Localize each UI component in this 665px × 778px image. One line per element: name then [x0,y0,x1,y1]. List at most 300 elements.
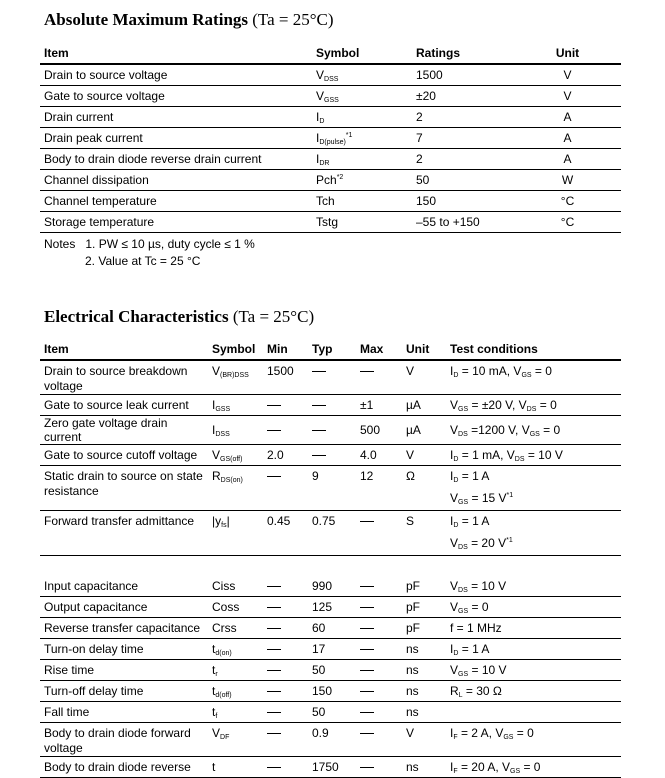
item-cell: Drain current [40,107,312,128]
table-row [40,128,621,149]
condition-cell [446,681,621,702]
min-cell [263,639,308,660]
unit-cell: ns [402,702,446,723]
min-cell: 1500 [263,360,308,395]
item-cell: Input capacitance [40,576,208,597]
symbol-cell [208,757,263,778]
symbol-text: t [212,760,216,774]
min-cell [263,702,308,723]
condition-subscript: L [458,691,463,699]
dash-mark [360,767,374,768]
dash-mark [360,733,374,734]
unit-cell: ns [402,757,446,778]
min-cell [263,681,308,702]
symbol-subscript: fs [221,522,227,529]
table-row [40,618,621,639]
item-cell: Fall time [40,702,208,723]
condition-line [450,514,617,533]
symbol-cell [312,128,412,149]
table-row [40,360,621,395]
symbol-cell [208,702,263,723]
table-row [40,757,621,778]
abs-max-title: Absolute Maximum Ratings (Ta = 25°C) [44,10,334,29]
max-cell: 4.0 [356,445,402,466]
symbol-subscript: DSS [324,75,339,83]
symbol-text: t [212,662,216,677]
typ-cell: 125 [308,597,356,618]
note-2: 2. Value at Tc = 25 °C [85,254,201,268]
symbol-cell [312,86,412,107]
condition-cell [446,576,621,597]
condition-text: = 0 [468,599,489,614]
symbol-cell [208,466,263,511]
unit-cell: °C [514,191,621,212]
item-cell: Turn-off delay time [40,681,208,702]
min-cell [263,597,308,618]
table-row [40,149,621,170]
condition-text: = 1 A [458,469,490,483]
dash-mark [267,430,281,431]
min-cell [263,395,308,416]
item-cell: Rise time [40,660,208,681]
elec-char-body [40,360,621,778]
condition-text: = ±20 V, V [468,397,527,412]
symbol-subscript: DSS [215,430,230,438]
symbol-subscript: d(off) [215,691,232,699]
max-cell: 500 [356,416,402,445]
dash-mark [312,455,326,456]
item-cell: Drain to source voltage [40,64,312,86]
condition-subscript-2: GS [503,734,514,741]
symbol-text: I [212,397,216,412]
condition-cell [446,395,621,416]
condition-text-2: = 10 V [524,447,563,462]
condition-line [450,448,617,463]
typ-cell: 9 [308,466,356,511]
symbol-subscript: d(on) [215,649,232,657]
condition-text: = 10 V [467,578,507,593]
condition-subscript: D [453,522,459,529]
table-row [40,170,621,191]
max-cell [356,723,402,757]
item-cell: Forward transfer admittance [40,511,208,556]
condition-subscript: GS [458,499,469,506]
condition-note-ref: *1 [506,492,514,499]
table-row [40,597,621,618]
condition-subscript-2: DS [514,455,525,463]
symbol-note-ref: *2 [336,174,344,181]
unit-cell: V [514,64,621,86]
min-cell [263,416,308,445]
symbol-text: V [212,364,221,378]
condition-line [450,663,617,678]
condition-symbol: V [450,491,459,505]
dash-mark [360,670,374,671]
dash-mark [360,712,374,713]
condition-symbol: I [450,364,454,378]
condition-subscript: D [453,649,459,657]
condition-line [450,621,617,635]
notes [44,236,255,270]
symbol-cell [208,416,263,445]
dash-mark [267,712,281,713]
unit-cell: A [514,107,621,128]
condition-symbol: I [450,759,454,774]
condition-subscript: GS [458,405,469,413]
symbol-text: Crss [212,621,237,635]
min-cell [263,618,308,639]
dash-mark [267,691,281,692]
item-cell: Gate to source leak current [40,395,208,416]
min-cell: 2.0 [263,445,308,466]
symbol-cell [208,723,263,757]
min-cell [263,660,308,681]
symbol-cell [312,170,412,191]
symbol-text: I [212,422,216,437]
condition-subscript: D [453,477,459,484]
condition-cell [446,416,621,445]
condition-text: = 20 A, V [457,759,510,774]
header-unit: Unit [514,42,621,64]
max-cell [356,618,402,639]
table-row [40,191,621,212]
condition-subscript: GS [458,670,469,678]
condition-symbol: V [450,397,459,412]
condition-line [450,726,617,745]
condition-subscript: DS [458,544,468,551]
rating-cell: 1500 [412,64,514,86]
dash-mark [360,628,374,629]
dash-mark [312,371,326,372]
unit-cell: °C [514,212,621,233]
header-item: Item [40,42,312,64]
min-cell [263,723,308,757]
symbol-text: Coss [212,600,240,614]
symbol-cell [208,445,263,466]
table-row [40,86,621,107]
elec-char-condition: (Ta = 25°C) [232,307,315,326]
dash-mark [267,628,281,629]
abs-max-condition: (Ta = 25°C) [252,10,334,29]
table-row [40,395,621,416]
symbol-text: Ciss [212,579,236,593]
max-cell [356,660,402,681]
dash-mark [360,371,374,372]
symbol-text: V [316,67,325,82]
item-cell: Gate to source voltage [40,86,312,107]
table-row [40,511,621,556]
unit-cell: pF [402,597,446,618]
item-cell: Body to drain diode forward voltage [40,723,208,757]
table-row [40,445,621,466]
elec-char-title: Electrical Characteristics (Ta = 25°C) [44,307,315,326]
symbol-subscript: GSS [324,96,339,104]
typ-cell: 60 [308,618,356,639]
condition-note-ref: *1 [506,537,513,544]
item-cell: Body to drain diode reverse drain current [40,149,312,170]
rating-cell: 7 [412,128,514,149]
typ-cell: 17 [308,639,356,660]
condition-subscript: GS [458,607,469,615]
symbol-text: Tstg [316,215,339,229]
max-cell [356,511,402,556]
symbol-text-end: | [226,514,230,528]
unit-cell: A [514,128,621,149]
condition-text: = 1 A [458,514,490,528]
typ-cell: 990 [308,576,356,597]
item-cell: Channel temperature [40,191,312,212]
header-symbol: Symbol [312,42,412,64]
condition-text-2: = 0 [520,759,541,774]
condition-line [450,533,617,555]
table-header-row [40,42,621,64]
condition-symbol: I [450,469,454,483]
abs-max-body [40,64,621,233]
symbol-subscript: D [319,117,325,125]
condition-text: = 10 V [468,662,507,677]
max-cell [356,757,402,778]
typ-cell: 1750 [308,757,356,778]
header-typ: Typ [308,338,356,360]
symbol-cell [312,191,412,212]
symbol-subscript: GS(off) [220,455,243,463]
symbol-subscript: DR [319,159,330,167]
abs-max-table [40,42,621,233]
condition-text-2: = 0 [539,422,561,437]
max-cell [356,639,402,660]
rating-cell: 2 [412,149,514,170]
min-cell [263,466,308,511]
unit-cell: A [514,149,621,170]
symbol-text: t [212,641,216,656]
item-cell: Drain to source breakdown voltage [40,360,208,395]
unit-cell: V [402,723,446,757]
condition-cell [446,445,621,466]
max-cell: 12 [356,466,402,511]
table-row [40,416,621,445]
unit-cell: µA [402,416,446,445]
symbol-subscript: DS(on) [220,477,243,484]
symbol-cell [208,511,263,556]
rating-cell: 50 [412,170,514,191]
condition-text: =1200 V, V [467,422,530,437]
condition-symbol: I [450,447,454,462]
condition-text: = 1 mA, V [458,447,515,462]
symbol-text: t [212,683,216,698]
condition-line [450,579,617,594]
condition-line [450,364,617,383]
unit-cell: ns [402,660,446,681]
dash-mark [312,405,326,406]
rating-cell: –55 to +150 [412,212,514,233]
dash-mark [360,691,374,692]
unit-cell: ns [402,639,446,660]
min-cell [263,576,308,597]
item-cell: Gate to source cutoff voltage [40,445,208,466]
condition-line [450,642,617,657]
dash-mark [360,586,374,587]
symbol-text: R [212,469,221,483]
condition-line [450,488,617,510]
elec-char-table [40,338,621,778]
min-cell [263,757,308,778]
condition-symbol: V [450,578,459,593]
header-min: Min [263,338,308,360]
condition-subscript: DS [458,586,468,594]
unit-cell: Ω [402,466,446,511]
condition-text: = 30 Ω [462,683,502,698]
symbol-cell [208,681,263,702]
typ-cell: 0.75 [308,511,356,556]
condition-cell [446,723,621,757]
symbol-cell [208,660,263,681]
notes-label: Notes [44,237,76,251]
symbol-subscript: f [215,712,218,720]
symbol-cell [208,618,263,639]
unit-cell: W [514,170,621,191]
dash-mark [360,521,374,522]
condition-text-2: = 0 [536,397,557,412]
condition-symbol: V [450,422,459,437]
table-row [40,466,621,511]
header-test-conditions: Test conditions [446,338,621,360]
condition-line [450,684,617,699]
unit-cell: pF [402,576,446,597]
dash-mark [360,607,374,608]
condition-subscript-2: GS [529,430,540,438]
symbol-text: V [212,447,221,462]
condition-cell [446,466,621,511]
symbol-text: Pch [316,173,337,187]
dash-mark [267,405,281,406]
dash-mark [360,649,374,650]
unit-cell: ns [402,681,446,702]
note-1: 1. PW ≤ 10 µs, duty cycle ≤ 1 % [85,237,255,251]
row-gap [40,556,621,577]
item-cell: Drain peak current [40,128,312,149]
condition-text: = 15 V [468,491,507,505]
max-cell [356,681,402,702]
condition-line [450,760,617,775]
symbol-cell [208,597,263,618]
symbol-subscript: (BR)DSS [220,372,249,379]
header-max: Max [356,338,402,360]
symbol-text: Tch [316,194,335,208]
symbol-subscript: D(pulse) [319,138,346,146]
condition-line [450,600,617,615]
typ-cell: 50 [308,702,356,723]
symbol-cell [312,149,412,170]
unit-cell: pF [402,618,446,639]
dash-mark [312,430,326,431]
symbol-cell [208,576,263,597]
item-cell: Reverse transfer capacitance [40,618,208,639]
condition-text: = 20 V [467,536,507,550]
dash-mark [267,476,281,477]
unit-cell: V [514,86,621,107]
condition-symbol: I [450,726,454,740]
symbol-subscript: r [215,670,218,678]
symbol-note-ref: *1 [345,131,353,139]
condition-text-2: = 0 [513,726,534,740]
condition-symbol: V [450,536,459,550]
item-cell: Channel dissipation [40,170,312,191]
symbol-text: V [316,88,325,103]
table-row [40,576,621,597]
dash-mark [267,607,281,608]
condition-symbol: V [450,599,459,614]
condition-line [450,398,617,413]
symbol-text: t [212,704,216,719]
table-row [40,639,621,660]
header-item: Item [40,338,208,360]
symbol-subscript: GSS [215,405,231,413]
dash-mark [267,733,281,734]
max-cell [356,576,402,597]
rating-cell: ±20 [412,86,514,107]
condition-subscript: DS [458,430,468,438]
condition-text: = 1 A [458,641,490,656]
condition-subscript-2: DS [526,405,537,413]
typ-cell [308,445,356,466]
symbol-cell [312,64,412,86]
symbol-text: |y [212,514,222,528]
symbol-cell [208,360,263,395]
max-cell [356,360,402,395]
condition-subscript: D [453,372,459,379]
min-cell: 0.45 [263,511,308,556]
typ-cell [308,395,356,416]
symbol-cell [208,395,263,416]
condition-cell [446,618,621,639]
item-cell: Turn-on delay time [40,639,208,660]
typ-cell [308,416,356,445]
item-cell: Output capacitance [40,597,208,618]
symbol-cell [312,107,412,128]
typ-cell: 50 [308,660,356,681]
gap-cell [40,556,621,577]
header-symbol: Symbol [208,338,263,360]
condition-symbol: V [450,662,459,677]
condition-text: = 10 mA, V [458,364,522,378]
item-cell: Zero gate voltage drain current [40,416,208,445]
symbol-subscript: DF [220,734,230,741]
table-row [40,681,621,702]
dash-mark [267,586,281,587]
table-row [40,660,621,681]
table-row [40,107,621,128]
condition-symbol: I [450,514,454,528]
condition-text-2: = 0 [531,364,552,378]
dash-mark [267,649,281,650]
typ-cell [308,360,356,395]
table-header-row [40,338,621,360]
unit-cell: V [402,360,446,395]
condition-symbol: I [450,641,454,656]
condition-subscript-2: GS [510,767,521,775]
table-row [40,723,621,757]
rating-cell: 150 [412,191,514,212]
condition-cell [446,597,621,618]
condition-line [450,469,617,488]
condition-symbol: f = 1 MHz [450,621,502,635]
condition-cell [446,660,621,681]
condition-line [450,423,617,438]
condition-subscript: F [453,767,458,775]
rating-cell: 2 [412,107,514,128]
symbol-text: I [316,151,320,166]
condition-text: = 2 A, V [457,726,504,740]
